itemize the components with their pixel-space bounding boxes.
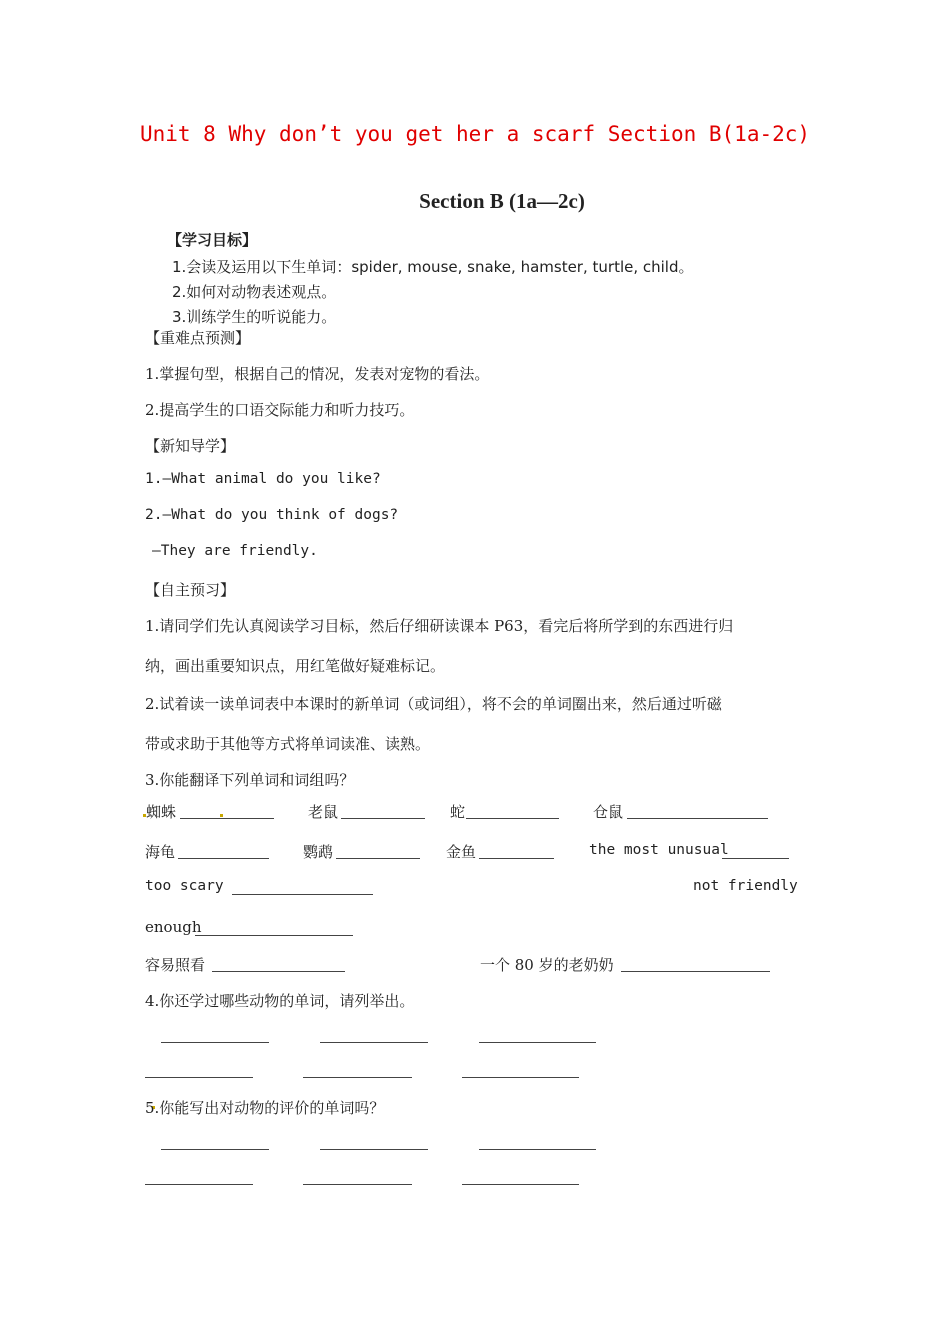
answer-blank[interactable] <box>722 858 789 859</box>
answer-blank[interactable] <box>320 1149 428 1150</box>
preview-paragraph-1: 1.请同学们先认真阅读学习目标，然后仔细研读课本 P63，看完后将所学到的东西进行归 <box>145 617 734 635</box>
answer-blank[interactable] <box>303 1077 412 1078</box>
vocab-goldfish: 金鱼 <box>446 843 477 861</box>
objectives-heading: 【学习目标】 <box>167 231 258 249</box>
key-point-item: 1.掌握句型，根据自己的情况，发表对宠物的看法。 <box>145 365 490 383</box>
answer-blank[interactable] <box>161 1042 269 1043</box>
answer-blank[interactable] <box>466 818 559 819</box>
preview-heading: 【自主预习】 <box>145 581 236 599</box>
answer-blank[interactable] <box>479 858 554 859</box>
answer-blank[interactable] <box>232 894 373 895</box>
vocab-most-unusual: the most unusual <box>589 842 729 858</box>
dialogue-line: 1.—What animal do you like? <box>145 471 381 487</box>
answer-blank[interactable] <box>180 818 274 819</box>
vocab-grandma: 一个 80 岁的老奶奶 <box>480 956 614 974</box>
answer-blank[interactable] <box>341 818 425 819</box>
section-title: Section B (1a—2c) <box>419 189 585 213</box>
answer-blank[interactable] <box>320 1042 428 1043</box>
dialogue-line: 2.—What do you think of dogs? <box>145 507 399 523</box>
vocab-too-scary: too scary <box>145 878 224 894</box>
vocab-snake: 蛇 <box>450 803 466 821</box>
answer-blank[interactable] <box>145 1184 253 1185</box>
question-4: 4.你还学过哪些动物的单词，请列举出。 <box>145 992 415 1010</box>
answer-blank[interactable] <box>145 1077 253 1078</box>
answer-blank[interactable] <box>195 935 353 936</box>
objective-item: 3.训练学生的听说能力。 <box>172 308 337 326</box>
answer-blank[interactable] <box>161 1149 269 1150</box>
answer-blank[interactable] <box>462 1184 579 1185</box>
answer-blank[interactable] <box>627 818 768 819</box>
new-knowledge-heading: 【新知导学】 <box>145 437 236 455</box>
answer-blank[interactable] <box>479 1042 596 1043</box>
dialogue-line: —They are friendly. <box>152 543 318 559</box>
preview-paragraph-2: 2.试着读一读单词表中本课时的新单词（或词组），将不会的单词圈出来，然后通过听磁 <box>145 695 722 713</box>
answer-blank[interactable] <box>336 858 420 859</box>
key-points-heading: 【重难点预测】 <box>145 329 251 347</box>
answer-blank[interactable] <box>462 1077 579 1078</box>
objective-item: 2.如何对动物表述观点。 <box>172 283 337 301</box>
vocab-parrot: 鹦鹉 <box>303 843 334 861</box>
answer-blank[interactable] <box>621 971 770 972</box>
vocab-hamster: 仓鼠 <box>593 803 624 821</box>
key-point-item: 2.提高学生的口语交际能力和听力技巧。 <box>145 401 415 419</box>
answer-blank[interactable] <box>212 971 345 972</box>
objective-item: 1.会读及运用以下生单词：spider, mouse, snake, hamster, turtle, child。 <box>172 258 694 276</box>
marker-dot <box>220 814 223 817</box>
preview-paragraph-1-cont: 纳，画出重要知识点，用红笔做好疑难标记。 <box>145 657 446 675</box>
document-title: Unit 8 Why don’t you get her a scarf Section B(1a-2c) <box>139 122 811 146</box>
vocab-not-friendly: not friendly <box>693 878 798 894</box>
question-3: 3.你能翻译下列单词和词组吗？ <box>145 771 355 789</box>
vocab-turtle: 海龟 <box>145 843 176 861</box>
question-5: 5.你能写出对动物的评价的单词吗？ <box>145 1099 385 1117</box>
vocab-enough: enough <box>145 918 202 936</box>
answer-blank[interactable] <box>479 1149 596 1150</box>
vocab-spider: 蜘蛛 <box>146 803 177 821</box>
answer-blank[interactable] <box>178 858 269 859</box>
vocab-mouse: 老鼠 <box>308 803 339 821</box>
preview-paragraph-2-cont: 带或求助于其他等方式将单词读准、读熟。 <box>145 735 431 753</box>
answer-blank[interactable] <box>303 1184 412 1185</box>
vocab-easy-care: 容易照看 <box>145 956 206 974</box>
